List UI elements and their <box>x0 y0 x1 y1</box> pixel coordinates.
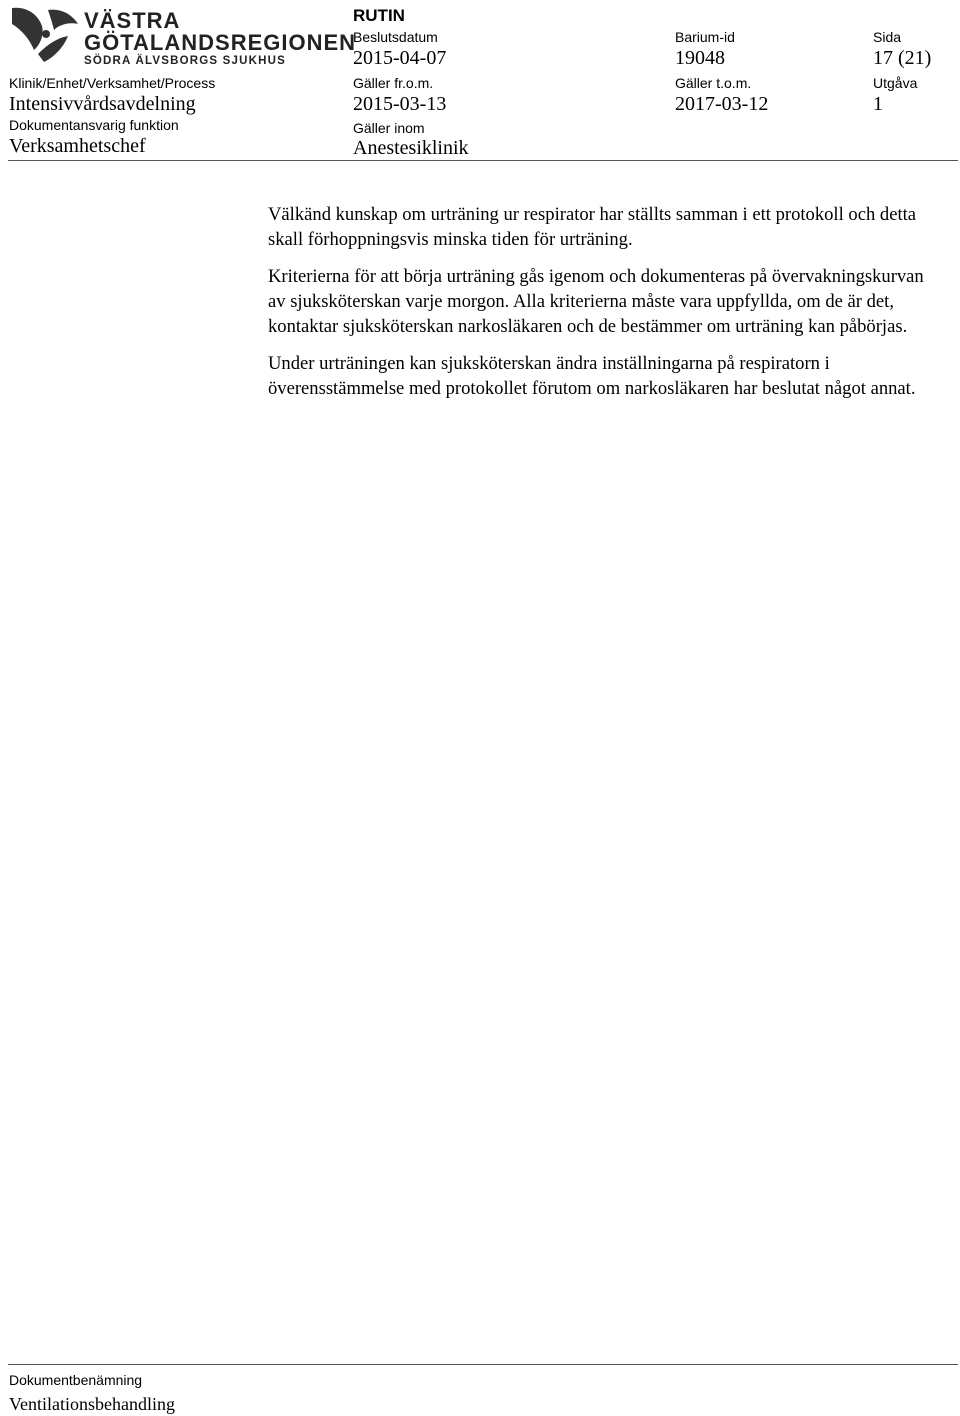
utgava-value: 1 <box>873 93 883 115</box>
body-paragraph-3: Under urträningen kan sjuksköterskan ändra inställningarna på respiratorn i överensstämmelse med protokollet förutom om narkosläkaren har beslutat något annat. <box>268 353 916 399</box>
beslutsdatum-label: Beslutsdatum <box>353 29 438 45</box>
logo-text-line1: VÄSTRA <box>84 8 181 33</box>
organization-logo <box>8 4 357 72</box>
dokumentansvarig-value: Verksamhetschef <box>9 135 146 157</box>
galler-from-label: Gäller fr.o.m. <box>353 75 434 91</box>
utgava-label: Utgåva <box>873 75 918 91</box>
header-divider <box>8 160 958 161</box>
barium-id-value: 19048 <box>675 47 725 69</box>
galler-inom-value: Anestesiklinik <box>353 137 469 159</box>
dokumentansvarig-label: Dokumentansvarig funktion <box>9 117 179 133</box>
logo-text-line2: GÖTALANDSREGIONEN <box>84 30 357 55</box>
klinik-value: Intensivvårdsavdelning <box>9 93 196 115</box>
klinik-label: Klinik/Enhet/Verksamhet/Process <box>9 75 216 91</box>
region-emblem-icon <box>8 4 82 72</box>
sida-label: Sida <box>873 29 902 45</box>
logo-text-line3: SÖDRA ÄLVSBORGS SJUKHUS <box>84 55 287 67</box>
galler-tom-value: 2017-03-12 <box>675 93 769 115</box>
document-type: RUTIN <box>353 6 405 25</box>
galler-from-value: 2015-03-13 <box>353 93 447 115</box>
galler-tom-label: Gäller t.o.m. <box>675 75 752 91</box>
document-body <box>268 202 928 413</box>
dokumentbenamning-label: Dokumentbenämning <box>9 1372 143 1388</box>
beslutsdatum-value: 2015-04-07 <box>353 47 447 69</box>
dokumentbenamning-value: Ventilationsbehandling <box>9 1394 175 1414</box>
sida-value: 17 (21) <box>873 47 932 69</box>
footer-divider <box>8 1364 958 1365</box>
body-paragraph-2: Kriterierna för att börja urträning gås igenom och dokumenteras på övervakningskurvan av sjuksköterskan varje morgon. Alla kriterierna måste vara uppfyllda, om de är det, kontaktar sjuksköterskan narkosläkaren och de bestämmer om urträning kan påbörjas. <box>268 266 924 337</box>
galler-inom-label: Gäller inom <box>353 120 425 136</box>
barium-id-label: Barium-id <box>675 29 735 45</box>
body-paragraph-1: Välkänd kunskap om urträning ur respirator har ställts samman i ett protokoll och detta skall förhoppningsvis minska tiden för urträning. <box>268 204 917 250</box>
